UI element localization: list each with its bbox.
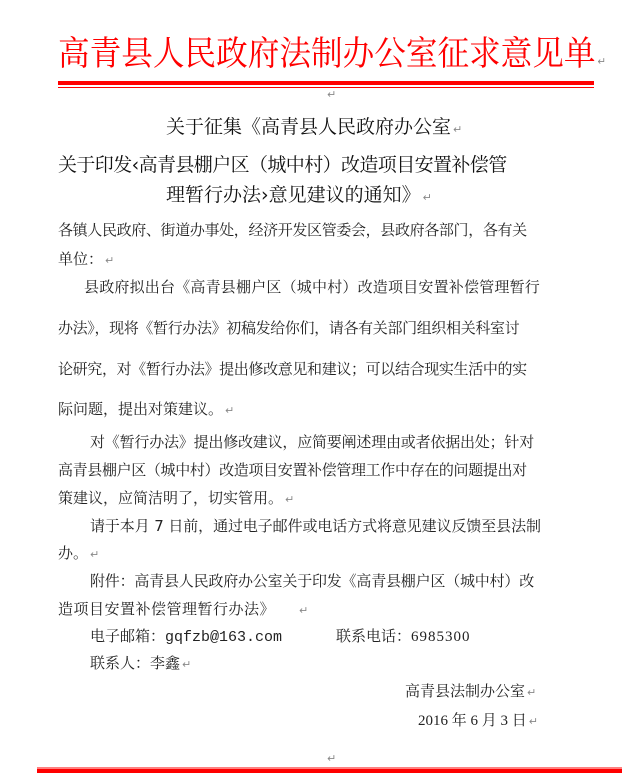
paragraph-mark-icon: ↵ [327, 752, 337, 765]
paragraph-mark-icon: ↵ [327, 88, 337, 101]
addressee-line-1 [58, 219, 527, 241]
contact-email-row [90, 625, 282, 649]
paragraph-mark-icon: ↵ [182, 658, 192, 671]
attachment-text: 附件：高青县人民政府办公室关于印发《高青县棚户区（城中村）改 [90, 572, 535, 590]
notice-title-text: 关于征集《高青县人民政府办公室 [166, 116, 452, 138]
paragraph-text: 对《暂行办法》提出修改建议，应简要阐述理由或者依据出处；针对 [90, 433, 535, 451]
paragraph-mark-icon: ↵ [105, 254, 115, 267]
paragraph-3-line-1 [90, 515, 541, 537]
signature-date [418, 709, 538, 733]
paragraph-mark-icon: ↵ [90, 548, 100, 561]
paragraph-1-line-4 [58, 398, 234, 422]
paragraph-mark-icon: ↵ [422, 191, 432, 204]
paragraph-text: 际问题，提出对策建议。 [58, 400, 224, 418]
signature-date-text: 2016 年 6 月 3 日 [418, 713, 527, 729]
paragraph-3-line-2 [58, 542, 99, 566]
addressee-text: 各镇人民政府、街道办事处，经济开发区管委会，县政府各部门，各有关 [58, 221, 527, 239]
paragraph-2-line-1 [90, 431, 534, 453]
paragraph-2-line-3 [58, 487, 294, 511]
footer-red-line [37, 769, 622, 773]
paragraph-mark-icon: ↵ [225, 404, 235, 417]
paragraph-mark-icon: ↵ [453, 123, 463, 136]
paragraph-text: 策建议，应简洁明了，切实管用。 [58, 489, 284, 507]
notice-title-text: 理暂行办法›意见建议的通知》 [166, 184, 421, 206]
header-red-line-thin [58, 87, 594, 88]
signature-org [405, 680, 536, 704]
paragraph-text: 高青县棚户区（城中村）改造项目安置补偿管理工作中存在的问题提出对 [58, 461, 527, 479]
contact-phone-row [336, 625, 471, 648]
header-title-text: 高青县人民政府法制办公室征求意见单 [58, 34, 596, 74]
notice-title-text: 关于印发‹高青县棚户区（城中村）改造项目安置补偿管 [58, 154, 507, 176]
addressee-line-2 [58, 248, 114, 272]
paragraph-mark-icon: ↵ [285, 493, 295, 506]
paragraph-text: 办。 [58, 544, 89, 562]
paragraph-text: 办法》，现将《暂行办法》初稿发给你们，请各有关部门组织相关科室讨 [58, 319, 520, 337]
phone-label: 联系电话： [336, 627, 412, 645]
paragraph-text: 县政府拟出台《高青县棚户区（城中村）改造项目安置补偿管理暂行 [84, 278, 541, 296]
attachment-text: 造项目安置补偿管理暂行办法》 [58, 600, 276, 618]
person-label: 联系人： [90, 654, 151, 672]
notice-title-line-2 [58, 152, 507, 178]
paragraph-mark-icon: ↵ [527, 686, 537, 699]
attachment-line-2 [58, 598, 309, 622]
paragraph-mark-icon: ↵ [299, 604, 309, 617]
document-header-title [58, 30, 606, 86]
notice-title-line-1 [166, 114, 462, 143]
email-link[interactable]: gqfzb@163.com [165, 629, 283, 646]
paragraph-mark-icon: ↵ [528, 715, 538, 728]
paragraph-text: 论研究，对《暂行办法》提出修改意见和建议；可以结合现实生活中的实 [58, 360, 527, 378]
person-name: 李鑫 [150, 654, 181, 672]
attachment-line-1 [90, 570, 534, 592]
paragraph-1-line-3 [58, 358, 527, 380]
paragraph-mark-icon: ↵ [597, 55, 606, 68]
phone-number: 6985300 [411, 629, 471, 645]
signature-org-text: 高青县法制办公室 [405, 682, 526, 700]
email-label: 电子邮箱： [90, 627, 166, 645]
paragraph-1-line-2 [58, 317, 519, 339]
paragraph-text: 请于本月 7 日前，通过电子邮件或电话方式将意见建议反馈至县法制 [90, 517, 541, 535]
header-red-line-thick [58, 81, 594, 85]
paragraph-1-line-1 [84, 276, 540, 298]
contact-person-row [90, 652, 191, 676]
notice-title-line-3 [166, 182, 432, 211]
paragraph-2-line-2 [58, 459, 527, 481]
addressee-text: 单位： [58, 250, 104, 268]
